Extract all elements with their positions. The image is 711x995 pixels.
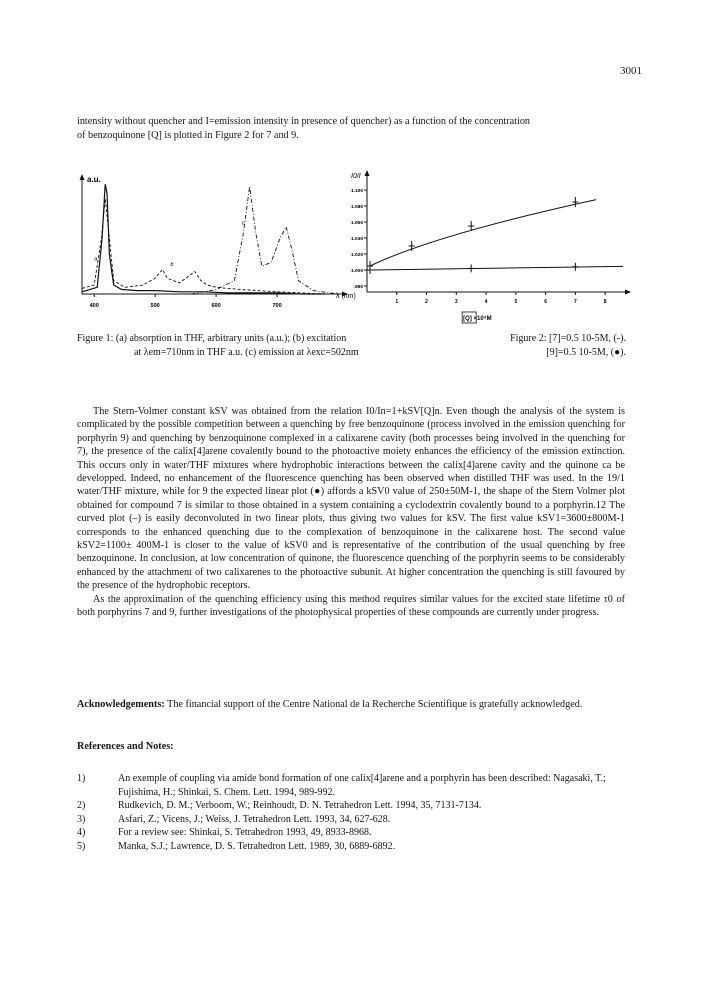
y-tick-label: 1.000 xyxy=(350,269,363,274)
curve-label-c: c xyxy=(241,220,245,227)
figure-1-y-label: a.u. xyxy=(87,175,101,184)
acknowledgements-text: The financial support of the Centre National de la Recherche Scientifique is gratefully acknowledged. xyxy=(167,699,583,710)
y-tick-label: 1.020 xyxy=(350,253,363,258)
acknowledgements xyxy=(77,698,625,712)
figure-1-caption-line-2: at λem=710nm in THF a.u. (c) emission at λexc=502nm xyxy=(134,347,359,358)
reference-number: 3) xyxy=(77,813,86,825)
y-tick-label: 1.060 xyxy=(350,221,363,226)
reference-number: 1) xyxy=(77,773,86,784)
reference-number: 5) xyxy=(77,840,86,852)
page-number: 3001 xyxy=(620,65,642,77)
x-axis-arrow xyxy=(625,290,631,295)
curve-label-b: b xyxy=(170,262,174,268)
reference-number: 4) xyxy=(77,827,86,839)
references-heading: References and Notes: xyxy=(77,741,174,752)
x-tick-label: 3 xyxy=(454,299,458,305)
figure-1-caption xyxy=(77,332,457,360)
y-tick-label: .980 xyxy=(353,285,363,290)
series-9-point xyxy=(572,263,578,271)
spectrum-line-c xyxy=(192,187,338,295)
figure-1-series xyxy=(82,184,338,294)
figure-1-axes xyxy=(80,174,349,297)
figure-2-labels xyxy=(351,173,607,322)
series-7-curve xyxy=(370,200,596,266)
figure-2-caption-line-1: Figure 2: [7]=0.5 10-5M, (-). xyxy=(510,333,626,344)
series-9-point xyxy=(367,266,373,274)
figure-2-axes xyxy=(364,170,631,323)
intro-line-1: intensity without quencher and I=emission intensity in presence of quencher) as a function of the concentration xyxy=(77,116,531,127)
intro-line-2: of benzoquinone [Q] is plotted in Figure 2 for 7 and 9. xyxy=(77,130,299,142)
figure-2-y-label: I0/I xyxy=(351,173,361,180)
y-axis-arrow xyxy=(80,174,85,180)
x-tick-label: 400 xyxy=(89,303,99,309)
figure-1-caption-line-1: Figure 1: (a) absorption in THF, arbitrary units (a.u.); (b) excitation xyxy=(77,333,347,344)
acknowledgements-label: Acknowledgements: xyxy=(77,699,165,710)
reference-item xyxy=(77,826,625,840)
figure-2-caption-line-2: [9]=0.5 10-5M, (●). xyxy=(546,347,626,358)
references-list xyxy=(77,772,625,854)
x-tick-label: 8 xyxy=(603,299,607,305)
x-tick-label: 7 xyxy=(573,299,577,305)
figure-1-spectra-chart xyxy=(70,170,362,318)
reference-text: Manka, S.J.; Lawrence, D. S. Tetrahedron Lett. 1989, 30, 6889-6892. xyxy=(118,840,396,852)
figure-1-x-label: λ (nm) xyxy=(336,293,356,300)
figure-2-series xyxy=(367,197,623,274)
x-tick-label: 500 xyxy=(150,303,160,309)
curve-label-a: a xyxy=(94,256,98,263)
paragraph-stern-volmer: The Stern-Volmer constant kSV was obtained from the relation I0/In=1+kSV[Q]n. Even though the analysis of the system is complicated by the possible competition between a quenching by free benzoquinone (process involved in the emission quenching for porphyrin 9) and quenching by benzoquinone complexed in a calixarene cavity (both processes being involved in the quenching for 7), the presence of the calix[4]arene covalently bound to the photoactive moiety enhances the efficiency of the emission extinction. This occurs only in water/THF mixtures where hydrophobic interactions between the calix[4]arene cavity and the quinone ca be developped. Indeed, no enhancement of the fluorescence quenching has been observed when distilled THF was used. In the 19/1 water/THF mixture, while for 9 the expected linear plot (●) affords a kSV0 value of 250±50M-1, the shape of the Stern Volmer plot obtained for compound 7 is similar to those obtained in a system containing a cyclodextrin covalently bound to a porphyrin.12 The curved plot (–) is easily deconvoluted in two linear plots, thus giving two values for kSV. The first value kSV1=3600±800M-1 corresponds to the enhanced quenching due to the complexation of benzoquinone in the calixarene host. The second value kSV2=1100± 400M-1 is closer to the value of kSV0 and is representative of the contribution of the usual quenching by free benzoquinone. In conclusion, at low concentration of quinone, the fluorescence quenching of the porphyrin seems to be considerably enhanced by the attachment of two calixarenes to the photoactive subunit. At higher concentration the quenching is still favoured by the presence of the hydrophobic receptors. xyxy=(77,406,625,592)
y-tick-label: 1.100 xyxy=(350,189,363,194)
spectrum-line-b xyxy=(82,199,326,294)
y-tick-label: 1.080 xyxy=(350,205,363,210)
y-axis-arrow xyxy=(365,170,370,176)
reference-number: 2) xyxy=(77,800,86,812)
reference-item xyxy=(77,799,625,813)
x-tick-label: 600 xyxy=(211,303,221,309)
y-tick-label: 1.040 xyxy=(350,237,363,242)
x-tick-label: 5 xyxy=(514,299,518,305)
series-7-point xyxy=(572,197,578,207)
reference-item xyxy=(77,840,625,854)
figure-2-x-label: [Q] ×10⁴M xyxy=(463,316,492,322)
paragraph-lifetime: As the approximation of the quenching efficiency using this method requires similar values for the excited state lifetime τ0 of both porphyrins 7 and 9, further investigations of the photophysical properties of these compounds are currently under progress. xyxy=(77,593,625,619)
x-tick-label: 700 xyxy=(272,303,282,309)
figure-2-stern-volmer-chart xyxy=(325,162,635,332)
reference-item xyxy=(77,772,625,799)
intro-text xyxy=(77,115,625,143)
x-tick-label: 2 xyxy=(425,299,428,305)
figure-1-labels xyxy=(87,175,356,309)
reference-text: Asfari, Z.; Vicens, J.; Weiss, J. Tetrahedron Lett. 1993, 34, 627-628. xyxy=(118,813,391,825)
reference-text: For a review see: Shinkai, S. Tetrahedron 1993, 49, 8933-8968. xyxy=(118,827,372,839)
reference-text: Rudkevich, D. M.; Verboom, W.; Reinhoudt, D. N. Tetrahedron Lett. 1994, 35, 7131-7134. xyxy=(118,800,482,812)
reference-item xyxy=(77,813,625,827)
reference-text: An exemple of coupling via amide bond formation of one calix[4]arene and a porphyrin has been described: Nagasaki, T.; Fujishima, H.; Shinkai, S. Chem. Lett. 1994, 989-992. xyxy=(118,773,606,798)
series-9-point xyxy=(468,264,474,272)
x-tick-label: 6 xyxy=(544,299,547,305)
x-tick-label: 4 xyxy=(484,299,488,305)
figure-2-caption xyxy=(480,332,626,360)
main-text xyxy=(77,405,625,620)
x-tick-label: 1 xyxy=(395,299,399,305)
series-9-line xyxy=(370,266,623,270)
